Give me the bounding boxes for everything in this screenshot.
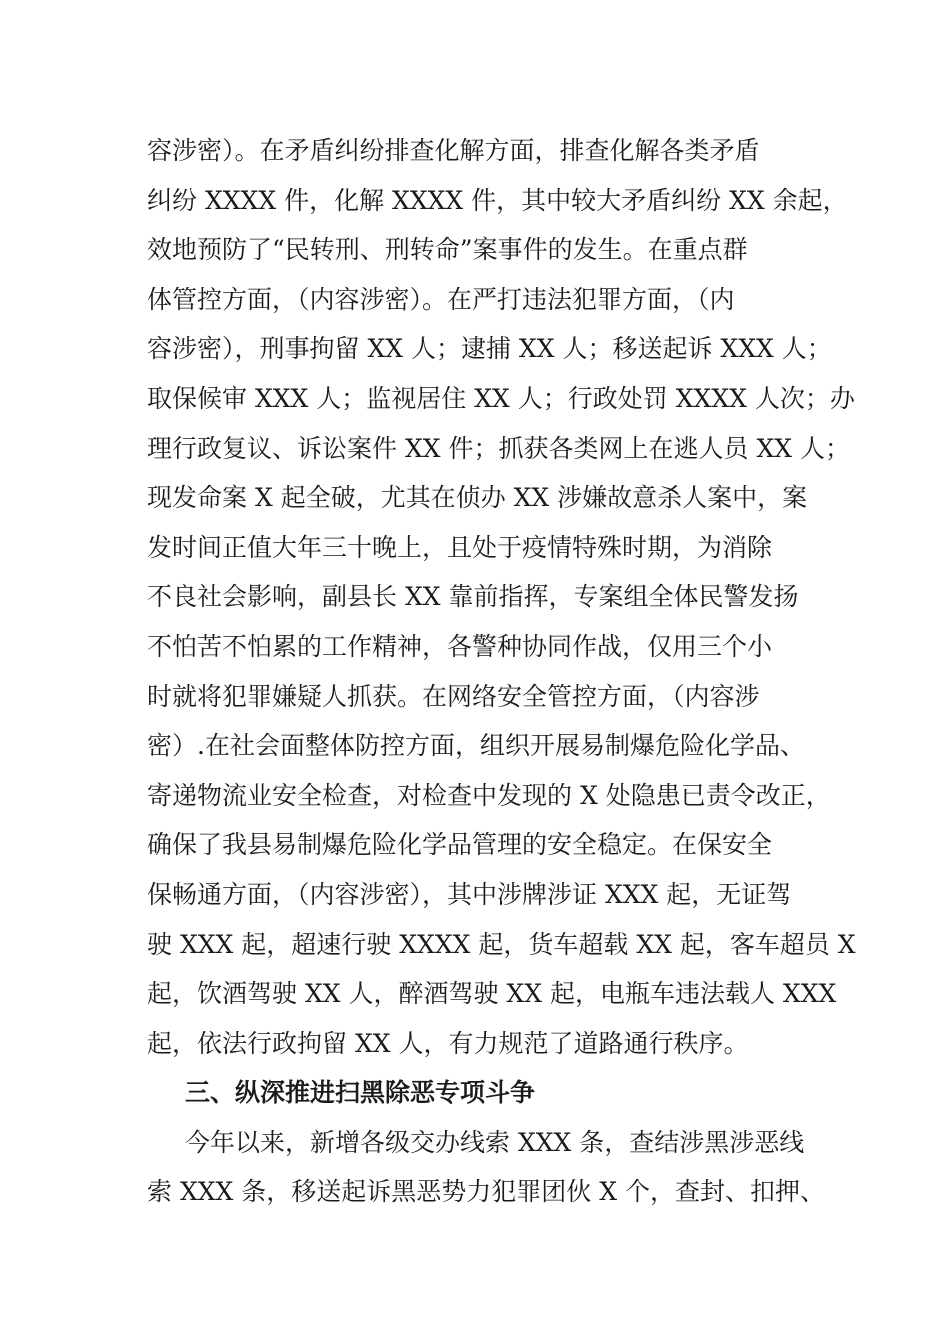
paragraph-line: 发时间正值大年三十晚上，且处于疫情特殊时期，为消除: [147, 532, 773, 562]
paragraph-line: 时就将犯罪嫌疑人抓获。在网络安全管控方面，（内容涉: [147, 681, 760, 711]
paragraph-line: 效地预防了“民转刑、刑转命”案事件的发生。在重点群: [147, 235, 748, 265]
paragraph-line: 今年以来，新增各级交办线索 XXX 条，查结涉黑涉恶线: [185, 1127, 805, 1157]
paragraph-line: 不怕苦不怕累的工作精神，各警种协同作战，仅用三个小: [147, 631, 773, 661]
paragraph-line: 起，饮酒驾驶 XX 人，醉酒驾驶 XX 起，电瓶车违法载人 XXX: [147, 979, 837, 1009]
paragraph-line: 密）.在社会面整体防控方面，组织开展易制爆危险化学品、: [147, 731, 805, 761]
paragraph-line: 驶 XXX 起，超速行驶 XXXX 起，货车超载 XX 起，客车超员 X: [147, 929, 856, 959]
paragraph-line: 起，依法行政拘留 XX 人，有力规范了道路通行秩序。: [147, 1028, 749, 1058]
paragraph-line: 容涉密），刑事拘留 XX 人；逮捕 XX 人；移送起诉 XXX 人；: [147, 334, 832, 364]
paragraph-line: 索 XXX 条，移送起诉黑恶势力犯罪团伙 X 个，查封、扣押、: [147, 1177, 825, 1207]
paragraph-line: 确保了我县易制爆危险化学品管理的安全稳定。在保安全: [147, 830, 773, 860]
paragraph-line: 现发命案 X 起全破，尤其在侦办 XX 涉嫌故意杀人案中，案: [147, 483, 808, 513]
paragraph-line: 纠纷 XXXX 件，化解 XXXX 件，其中较大矛盾纠纷 XX 余起，: [147, 185, 848, 215]
paragraph-line: 保畅通方面，（内容涉密），其中涉牌涉证 XXX 起，无证驾: [147, 879, 792, 909]
document-body: [147, 126, 856, 1217]
paragraph-line: 容涉密）。在矛盾纠纷排查化解方面，排查化解各类矛盾: [147, 136, 760, 165]
paragraph-line: 理行政复议、诉讼案件 XX 件；抓获各类网上在逃人员 XX 人；: [147, 433, 850, 463]
section-heading: 三、纵深推进扫黑除恶专项斗争: [185, 1078, 536, 1108]
paragraph-line: 取保候审 XXX 人；监视居住 XX 人；行政处罚 XXXX 人次；办: [147, 383, 855, 413]
paragraph-line: 寄递物流业安全检查，对检查中发现的 X 处隐患已责令改正，: [147, 780, 831, 810]
paragraph-line: 不良社会影响，副县长 XX 靠前指挥，专案组全体民警发扬: [147, 582, 799, 612]
paragraph-line: 体管控方面，（内容涉密）。在严打违法犯罪方面，（内: [147, 284, 735, 314]
